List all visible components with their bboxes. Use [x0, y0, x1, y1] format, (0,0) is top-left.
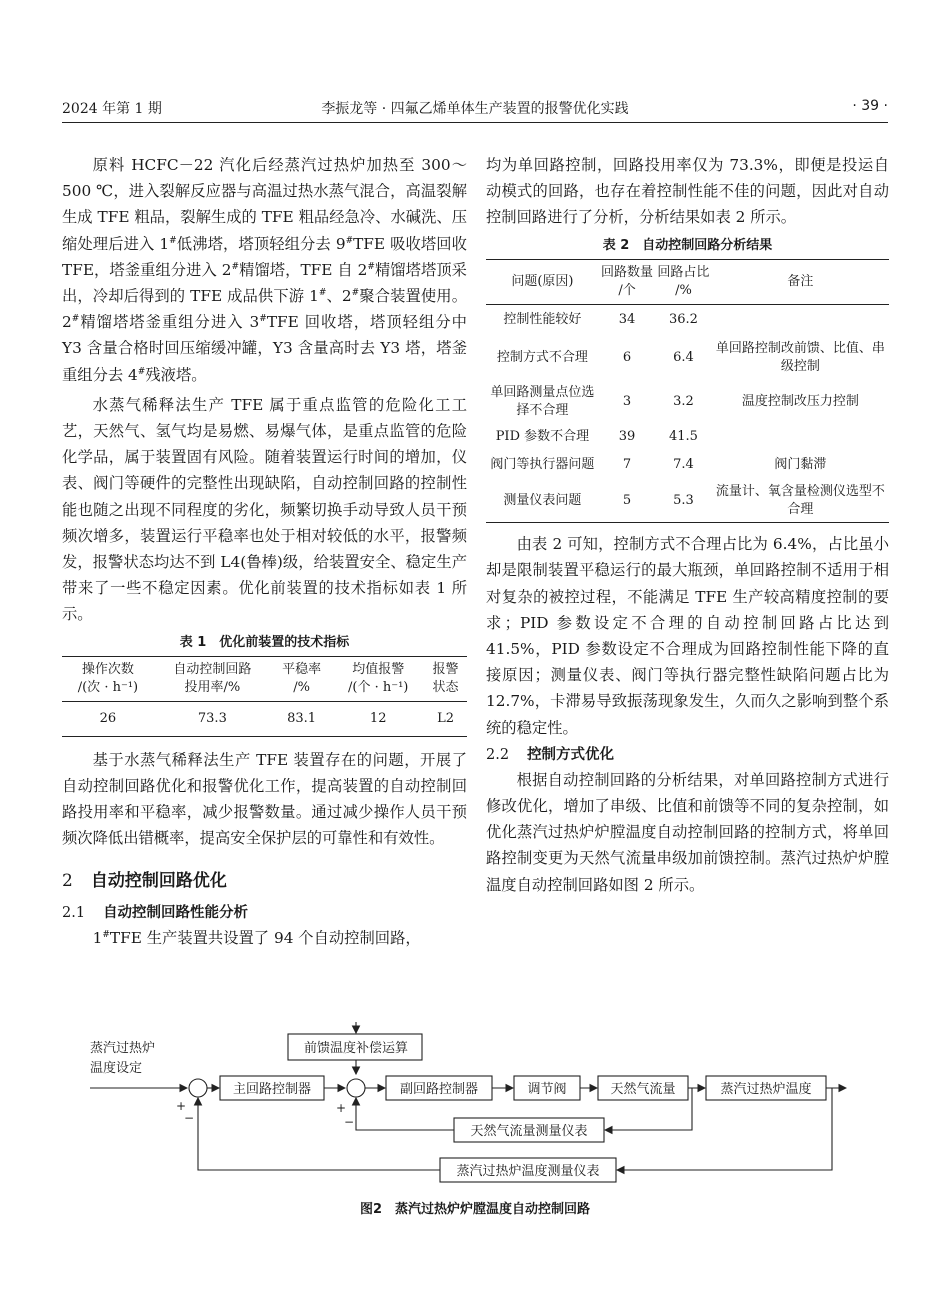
page-number: · 39 ·	[852, 98, 888, 114]
table-cell: 12	[369, 710, 387, 726]
plus-sign: +	[176, 1099, 187, 1113]
paragraph: 水蒸气稀释法生产 TFE 属于重点监管的危险化工工艺，天然气、氢气均是易燃、易爆气体，是重点监管的危险化学品，属于装置固有风险。随着装置运行时间的增加，仪表、阀门等硬件的完整性出现缺陷，自动控制回路的控制性能也随之出现不同程度的劣化，频繁切换手动导致人员干预频次增多，装置运行平稳率也处于相对较低的水平，报警频发，报警状态均达不到 L4(鲁棒)级，给装置安全、稳定生产带来了一些不稳定因素。优化前装置的技术指标如表 1 所示。	[62, 395, 467, 624]
sub-controller-label: 副回路控制器	[399, 1082, 479, 1097]
table2-header: 问题(原因)	[486, 259, 599, 304]
running-title: 李振龙等 · 四氟乙烯单体生产装置的报警优化实践	[321, 101, 629, 117]
temp-meter-label: 蒸汽过热炉温度测量仪表	[456, 1164, 600, 1179]
left-column	[62, 152, 467, 952]
gas-flow-label: 天然气流量	[610, 1082, 676, 1097]
subsection-heading: 2.1 自动控制回路性能分析	[62, 905, 249, 922]
right-column	[486, 152, 889, 898]
summing-junction-1	[189, 1079, 207, 1097]
main-controller-label: 主回路控制器	[232, 1082, 312, 1097]
minus-sign: −	[184, 1111, 195, 1125]
table-cell: 26	[99, 710, 117, 726]
table1-header: 平稳率 /%	[271, 656, 332, 701]
table-row: 控制性能较好 34 36.2	[503, 312, 698, 328]
table2-header: 回路占比 /%	[655, 259, 711, 304]
section-heading: 2 自动控制回路优化	[62, 871, 227, 892]
paragraph: 根据自动控制回路的分析结果，对单回路控制方式进行修改优化，增加了串级、比值和前馈等不同的复杂控制，如优化蒸汽过热炉炉膛温度自动控制回路的控制方式，将单回路控制变更为天然气流量串级加前馈控制。蒸汽过热炉炉膛温度自动控制回路如图 2 所示。	[486, 770, 889, 894]
table2-header: 备注	[712, 259, 889, 304]
issue-label: 2024 年第 1 期	[62, 101, 162, 117]
setpoint-label: 温度设定	[90, 1061, 143, 1076]
table-row: 测量仪表问题 5 5.3 流量计、氧含量检测仪选型不合理	[503, 484, 885, 518]
table1-header: 操作次数 /(次 · h⁻¹)	[62, 656, 154, 701]
paragraph: 均为单回路控制，回路投用率仅为 73.3%，即便是投运自动模式的回路，也存在着控制性能不佳的问题，因此对自动控制回路进行了分析，分析结果如表 2 所示。	[486, 156, 889, 227]
furnace-temp-label: 蒸汽过热炉温度	[720, 1082, 812, 1097]
paragraph: 基于水蒸气稀释法生产 TFE 装置存在的问题，开展了自动控制回路优化和报警优化工作，提高装置的自动控制回路投用率和平稳率，减少报警数量。通过减少操作人员干预频次降低出错概率，提高安全保护层的可靠性和有效性。	[62, 750, 467, 848]
plus-sign: +	[336, 1101, 347, 1115]
figure-caption: 图2 蒸汽过热炉炉膛温度自动控制回路	[359, 1202, 591, 1217]
table-cell: 73.3	[197, 710, 227, 726]
table1-caption: 表 1 优化前装置的技术指标	[179, 634, 350, 650]
table1-header: 报警 状态	[424, 656, 467, 701]
table-row: 阀门等执行器问题 7 7.4 阀门黏滞	[490, 457, 827, 473]
table-cell: 83.1	[287, 710, 317, 726]
gas-meter-label: 天然气流量测量仪表	[470, 1124, 588, 1139]
table2-header: 回路数量 /个	[599, 259, 655, 304]
table2	[486, 259, 889, 524]
control-loop-diagram	[90, 1022, 850, 1192]
table-row: 单回路测量点位选择不合理 3 3.2 温度控制改压力控制	[490, 385, 859, 419]
header-rule	[62, 122, 888, 123]
minus-sign: −	[344, 1115, 355, 1129]
table-cell: L2	[437, 710, 455, 726]
paragraph: 由表 2 可知，控制方式不合理占比为 6.4%，占比虽小却是限制装置平稳运行的最大瓶颈，单回路控制不适用于相对复杂的被控过程，不能满足 TFE 生产较高精度控制的要求；PID 参数设定不合理的自动控制回路占比达到 41.5%，PID 参数设定不合理成为回路控制性能下降的直接原因；测量仪表、阀门等执行器完整性缺陷问题占比为 12.7%，卡滞易导致振荡现象发生，久而久之影响到整个系统的稳定性。	[486, 535, 889, 737]
subsection-heading: 2.2 控制方式优化	[486, 746, 615, 763]
paragraph: 1#TFE 生产装置共设置了 94 个自动控制回路，	[92, 929, 421, 948]
setpoint-label: 蒸汽过热炉	[90, 1041, 156, 1056]
table1-header: 自动控制回路 投用率/%	[154, 656, 271, 701]
summing-junction-2	[347, 1079, 365, 1097]
table-row: PID 参数不合理 39 41.5	[495, 429, 698, 445]
table2-caption: 表 2 自动控制回路分析结果	[602, 237, 773, 253]
table1-header: 均值报警 /(个 · h⁻¹)	[332, 656, 424, 701]
table-row: 控制方式不合理 6 6.4 单回路控制改前馈、比值、串级控制	[496, 341, 885, 375]
paragraph: 原料 HCFC－22 汽化后经蒸汽过热炉加热至 300～500 ℃，进入裂解反应器与高温过热水蒸气混合，高温裂解生成 TFE 粗品，裂解生成的 TFE 粗品经急冷、水碱洗、压缩处理后进入 1#低沸塔，塔顶轻组分去 9#TFE 吸收塔回收 TFE，塔釜重组分进入 2#精馏塔，TFE 自 2#精馏塔塔顶采出，冷却后得到的 TFE 成品供下游 1#、2#聚合装置使用。2#精馏塔塔釜重组分进入 3#TFE 回收塔，塔顶轻组分中 Y3 含量合格时回压缩缓冲罐，Y3 含量高时去 Y3 塔，塔釜重组分去 4#残液塔。	[62, 156, 467, 384]
running-header	[62, 98, 888, 118]
table-row	[62, 701, 467, 736]
table1	[62, 656, 467, 737]
feedforward-label: 前馈温度补偿运算	[303, 1041, 409, 1056]
valve-label: 调节阀	[527, 1082, 567, 1097]
